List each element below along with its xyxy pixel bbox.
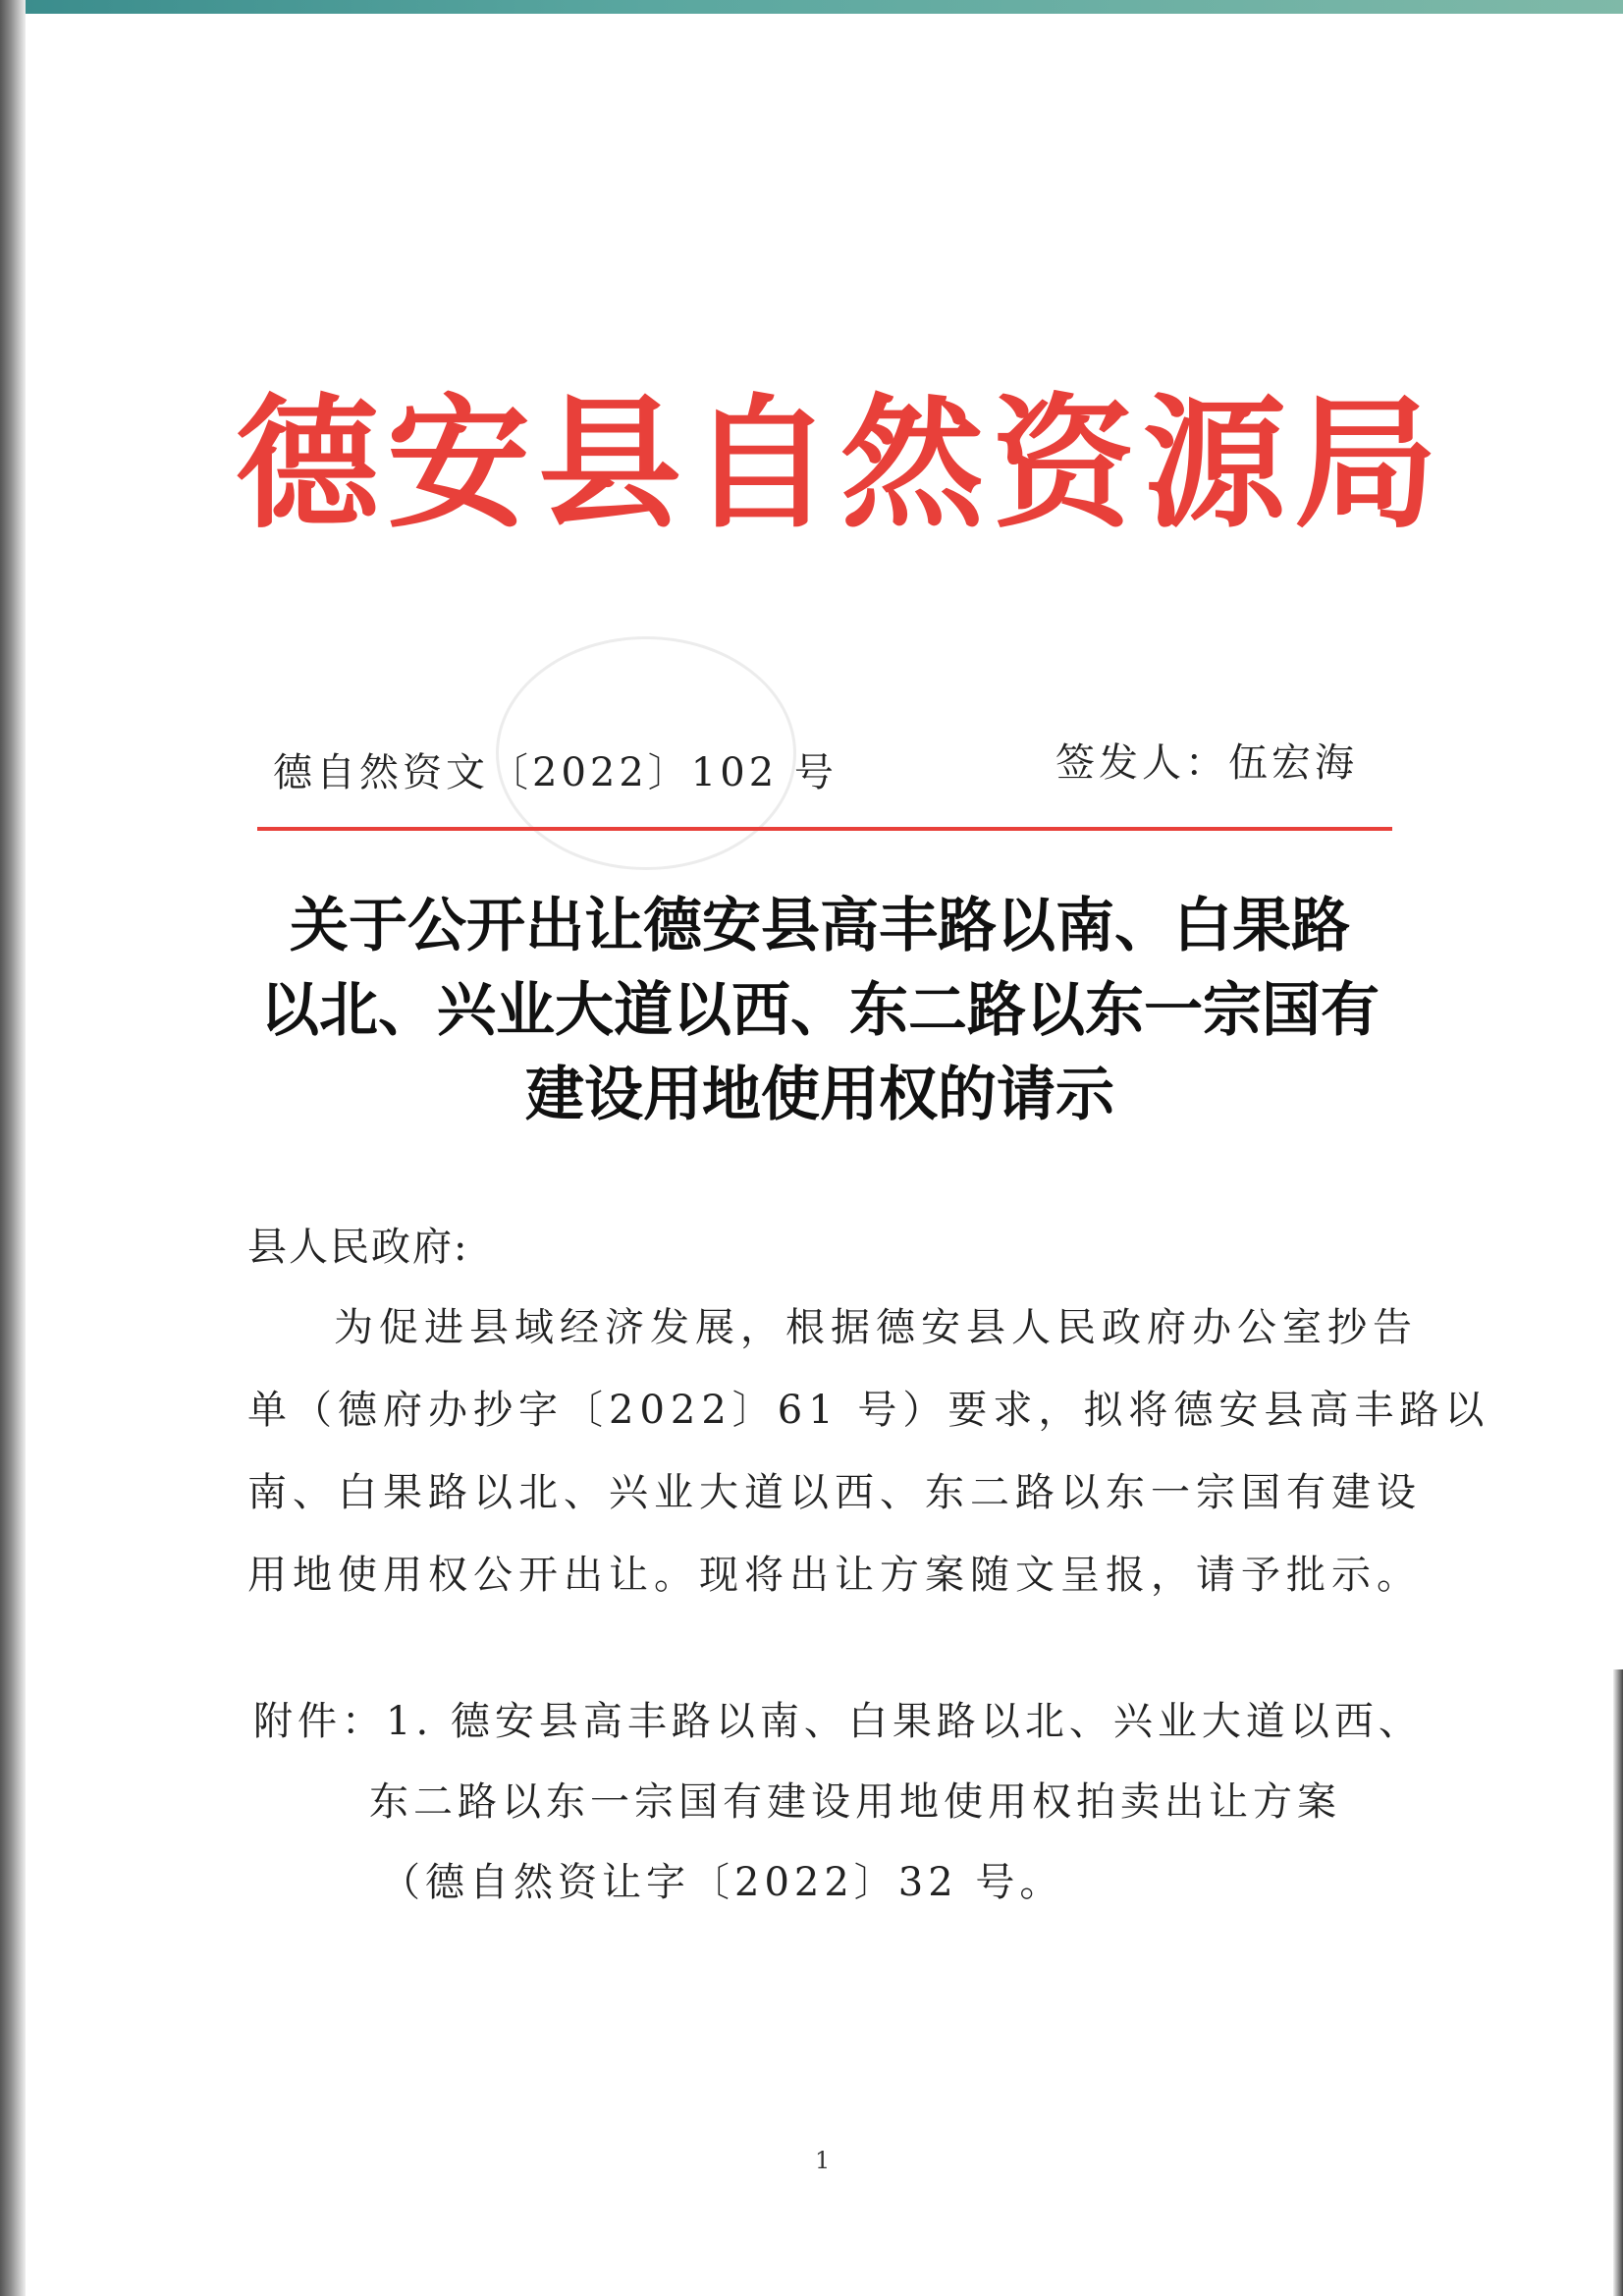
attachment-section — [253, 1681, 1423, 1923]
body-paragraph — [247, 1286, 1490, 1616]
body-line: 南、白果路以北、兴业大道以西、东二路以东一宗国有建设 — [247, 1470, 1422, 1515]
scan-right-edge — [1613, 1669, 1623, 2296]
body-line: 用地使用权公开出让。现将出让方案随文呈报，请予批示。 — [247, 1553, 1422, 1598]
letterhead-org-name: 德安县自然资源局 — [236, 380, 1445, 548]
scan-left-edge — [0, 0, 26, 2296]
body-line: 为促进县域经济发展，根据德安县人民政府办公室抄告 — [334, 1305, 1418, 1350]
body-line: 单（德府办抄字〔2022〕61 号）要求，拟将德安县高丰路以 — [247, 1388, 1490, 1433]
attachment-line: （德自然资让字〔2022〕32 号。 — [381, 1860, 1064, 1905]
document-title — [236, 884, 1404, 1137]
title-line: 关于公开出让德安县高丰路以南、白果路 — [290, 892, 1350, 960]
title-line: 以北、兴业大道以西、东二路以东一宗国有 — [260, 976, 1380, 1045]
salutation: 县人民政府: — [247, 1225, 469, 1270]
title-line: 建设用地使用权的请示 — [525, 1061, 1114, 1129]
red-divider-line — [257, 827, 1392, 831]
document-number: 德自然资文〔2022〕102 号 — [273, 750, 838, 795]
signer: 签发人：伍宏海 — [1055, 740, 1358, 786]
scan-top-edge — [0, 0, 1623, 14]
attachment-line: 东二路以东一宗国有建设用地使用权拍卖出让方案 — [369, 1779, 1341, 1825]
attachment-line: 附件：1. 德安县高丰路以南、白果路以北、兴业大道以西、 — [253, 1699, 1423, 1744]
page-number: 1 — [815, 2147, 831, 2174]
